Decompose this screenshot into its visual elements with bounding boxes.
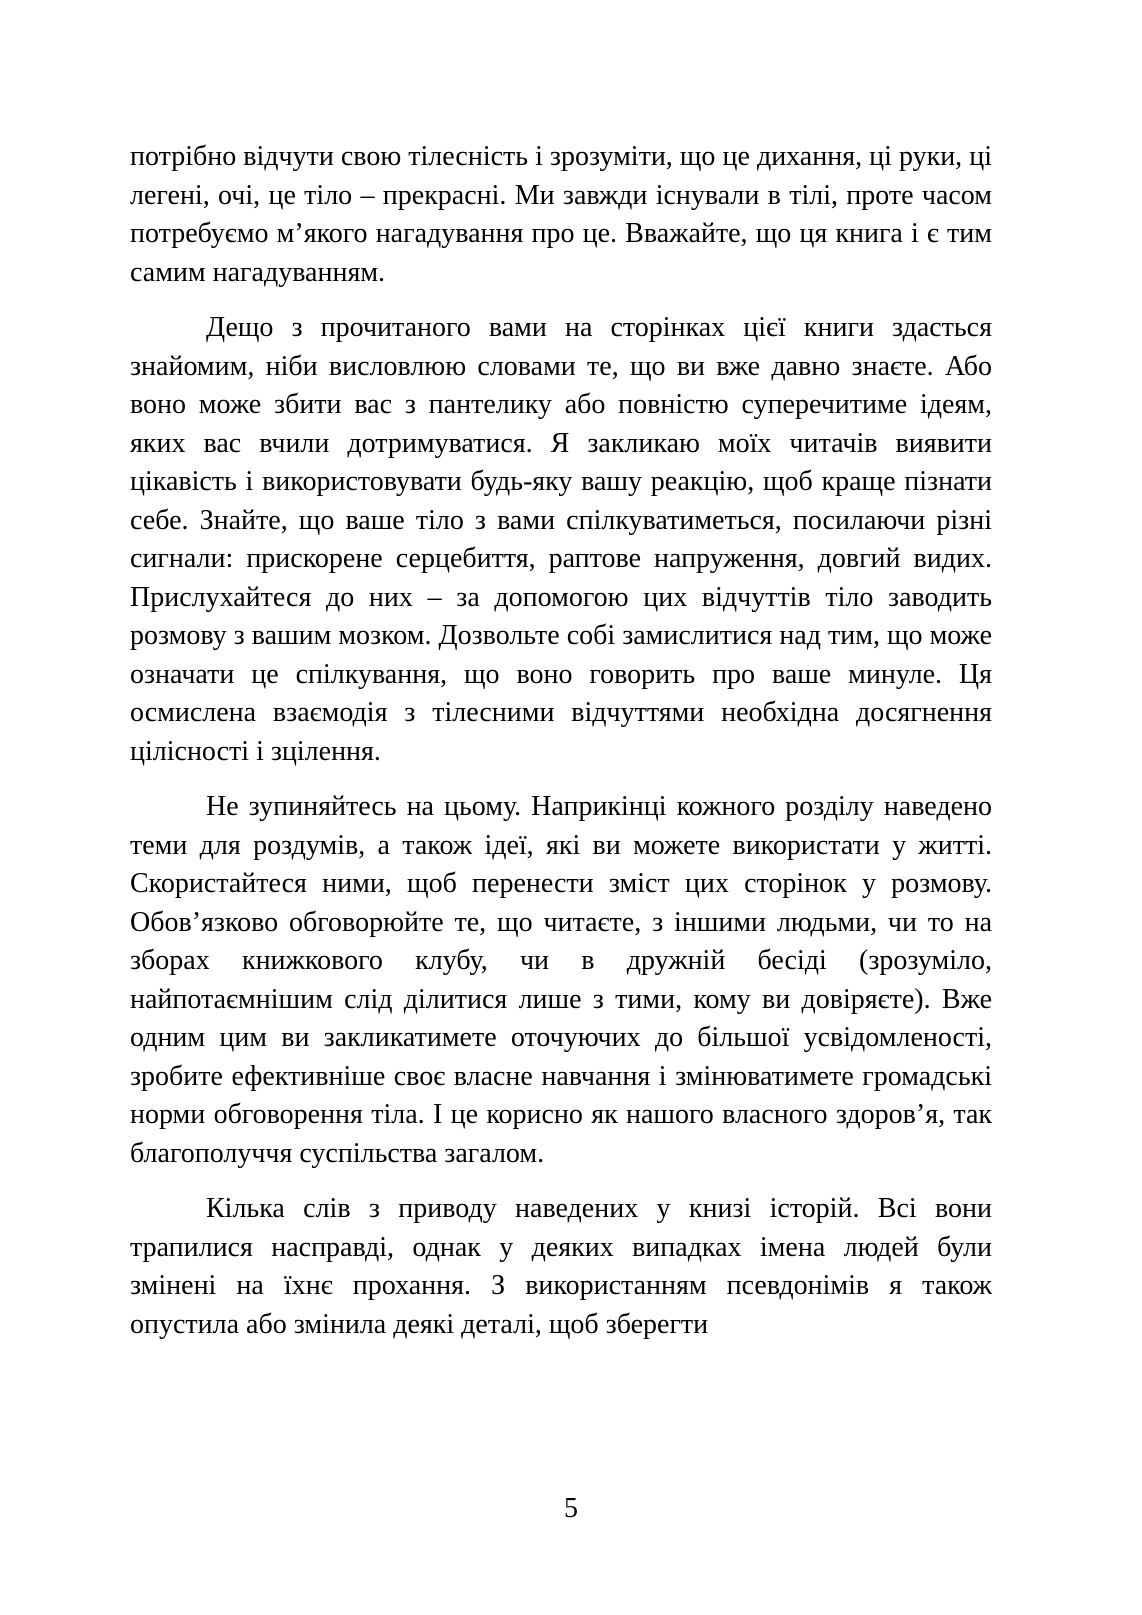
paragraph-4: Кілька слів з приводу наведених у книзі історій. Всі вони трапилися насправді, однак у деяких випадках імена людей були змінені на їхнє прохання. З використанням псевдонімів я також опустила або змінила деякі деталі, щоб зберегти xyxy=(130,1193,992,1340)
paragraph-2: Дещо з прочитаного вами на сторінках цієї книги здасться знайомим, ніби висловлюю словами те, що ви вже давно знаєте. Або воно може збити вас з пантелику або повністю суперечитиме ідеям, яких вас вчили дотримуватися. Я закликаю моїх читачів виявити цікавість і використовувати будь-яку вашу реакцію, щоб краще пізнати себе. Знайте, що ваше тіло з вами спілкуватиметься, посилаючи різні сигнали: прискорене серцебиття, раптове напруження, довгий видих. Прислухайтеся до них – за допомогою цих відчуттів тіло заводить розмову з вашим мозком. Дозвольте собі замислитися над тим, що може означати це спілкування, що воно говорить про ваше минуле. Ця осмислена взаємодія з тілесними відчуттями необхідна досягнення цілісності і зцілення. xyxy=(130,312,992,767)
paragraph-3: Не зупиняйтесь на цьому. Наприкінці кожного розділу наведено теми для роздумів, а також ідеї, які ви можете використати у житті. Скористайтеся ними, щоб перенести зміст цих сторінок у розмову. Обов’язково обговорюйте те, що читаєте, з іншими людьми, чи то на зборах книжкового клубу, чи в дружній бесіді (зрозуміло, найпотаємнішим слід ділитися лише з тими, кому ви довіряєте). Вже одним цим ви закликатимете оточуючих до більшої усвідомленості, зробите ефективніше своє власне навчання і змінюватимете громадські норми обговорення тіла. І це корисно як нашого власного здоров’я, так благополуччя суспільства загалом. xyxy=(130,791,992,1169)
page-number: 5 xyxy=(564,1493,578,1524)
paragraph-continuation: потрібно відчути свою тілесність і зрозуміти, що це дихання, ці руки, ці легені, очі, це тіло – прекрасні. Ми завжди існували в тілі, проте часом потребуємо м’якого нагадування про це. Вважайте, що ця книга і є тим самим нагадуванням. xyxy=(130,141,992,288)
